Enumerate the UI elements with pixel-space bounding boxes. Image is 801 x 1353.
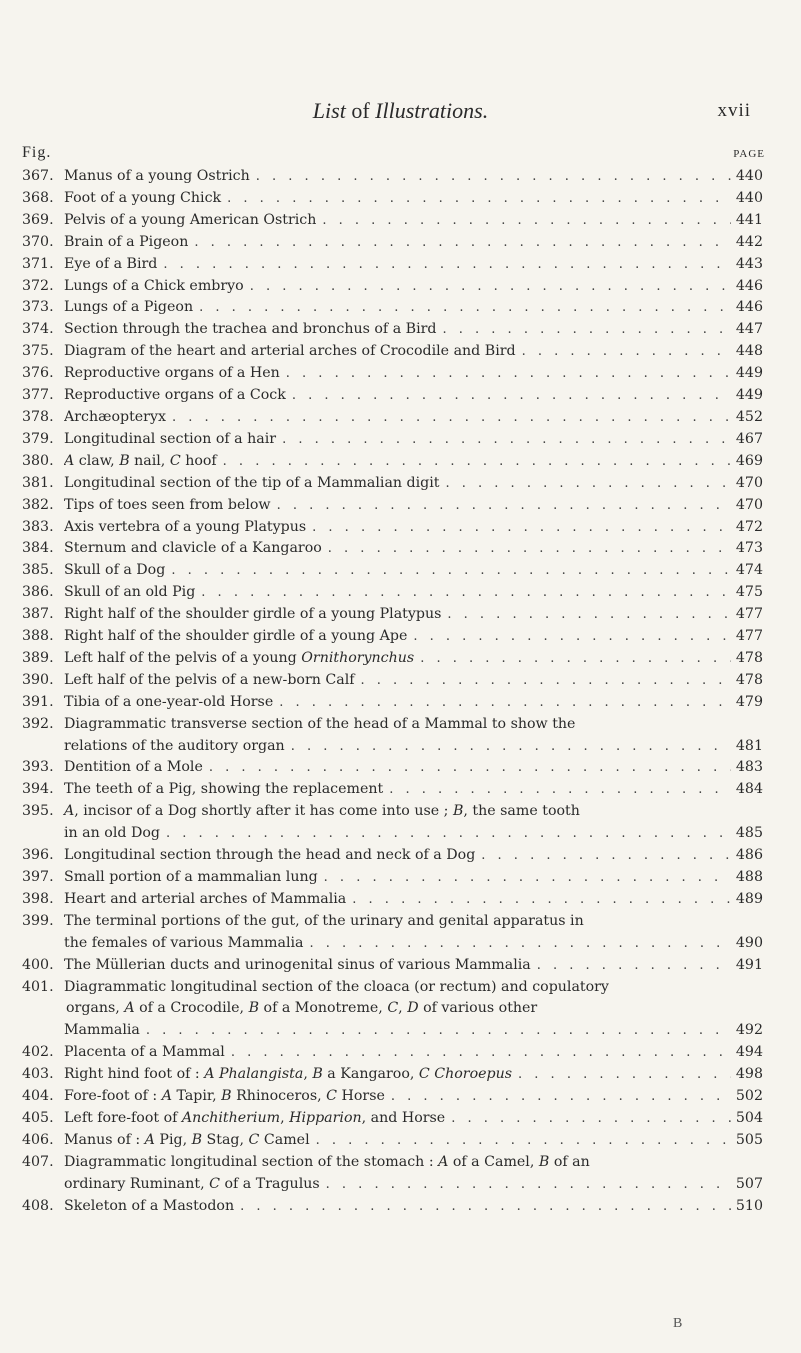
figure-number: 403.: [22, 1066, 54, 1083]
figure-number: 390.: [22, 671, 54, 688]
page-reference: 502: [735, 1088, 763, 1105]
figure-number: 397.: [22, 869, 54, 885]
caption-text: in an old Dog: [64, 825, 160, 842]
list-item: [22, 166, 763, 188]
figure-number: 395.: [22, 803, 54, 820]
figure-number: 393.: [22, 759, 54, 776]
caption-text: Mammalia: [64, 1022, 140, 1039]
figure-number: 401.: [22, 978, 54, 995]
page-reference: 472: [735, 518, 763, 535]
list-item: [22, 473, 763, 495]
list-item: [22, 582, 763, 604]
page-reference: 494: [735, 1044, 763, 1061]
page-reference: 507: [735, 1175, 763, 1192]
caption-text: Axis vertebra of a young Platypus: [64, 518, 307, 535]
leader-dots: [516, 341, 731, 363]
figure-number: 404.: [22, 1088, 54, 1105]
list-item: [22, 670, 763, 692]
caption-text: relations of the auditory organ: [64, 737, 285, 754]
figure-number: 386.: [22, 584, 54, 601]
figure-number: 375.: [22, 343, 54, 360]
figure-number: 382.: [22, 496, 54, 513]
leader-dots: [221, 188, 731, 210]
page-reference: 441: [735, 211, 763, 228]
leader-dots: [316, 210, 731, 232]
list-item: [22, 1042, 763, 1064]
figure-number: 388.: [22, 628, 54, 645]
leader-dots: [320, 1174, 731, 1196]
caption-text: Heart and arterial arches of Mammalia: [64, 890, 347, 907]
figure-number: 369.: [22, 211, 54, 228]
list-item: [22, 276, 763, 298]
list-item: [22, 867, 763, 889]
caption-text: Pelvis of a young American Ostrich: [64, 211, 317, 228]
figure-number: 396.: [22, 847, 54, 864]
leader-dots: [306, 517, 731, 539]
caption-text: Diagram of the heart and arterial arches of Crocodile and Bird: [64, 343, 516, 360]
leader-dots: [383, 779, 731, 801]
figure-number: 376.: [22, 365, 54, 382]
list-item: [22, 538, 763, 560]
column-headers: [22, 144, 765, 162]
caption-text: Right hind foot of : A Phalangista, B a Kangaroo, C Choroepus: [64, 1066, 513, 1083]
figure-number: 398.: [22, 890, 54, 907]
figure-number: 394.: [22, 781, 54, 798]
caption-text: Lungs of a Chick embryo: [64, 277, 244, 294]
page-reference: 485: [735, 825, 763, 842]
caption-text: Skeleton of a Mastodon: [64, 1197, 235, 1214]
list-item: [22, 801, 763, 845]
caption-text: Longitudinal section of a hair: [64, 430, 277, 447]
list-item: [22, 297, 763, 319]
illustration-list: [22, 166, 763, 1218]
figure-number: 399.: [22, 912, 54, 929]
list-item: [22, 1196, 763, 1218]
list-item: [22, 385, 763, 407]
page-reference: 477: [735, 606, 763, 623]
figure-number: 367.: [22, 168, 54, 184]
list-item: [22, 648, 763, 670]
figure-number: 400.: [22, 956, 54, 973]
figure-number: 380.: [22, 452, 54, 469]
caption-text: Sternum and clavicle of a Kangaroo: [64, 540, 322, 557]
page-reference: 478: [735, 671, 763, 688]
caption-text: Right half of the shoulder girdle of a young Ape: [64, 628, 408, 645]
figure-number: 407.: [22, 1153, 54, 1170]
figure-number: 374.: [22, 321, 54, 338]
caption-text: Longitudinal section of the tip of a Mammalian digit: [64, 474, 440, 491]
leader-dots: [385, 1086, 731, 1108]
page-reference: 484: [735, 781, 763, 798]
caption-text: Dentition of a Mole: [64, 759, 203, 776]
page-reference: 483: [735, 759, 763, 776]
figure-number: 381.: [22, 474, 54, 491]
figure-number: 371.: [22, 255, 54, 272]
caption-text: Right half of the shoulder girdle of a young Platypus: [64, 606, 442, 623]
figure-number: 406.: [22, 1131, 54, 1148]
list-item: [22, 210, 763, 232]
figure-number: 384.: [22, 540, 54, 557]
leader-dots: [165, 560, 731, 582]
page-reference: 479: [735, 693, 763, 710]
leader-dots: [441, 604, 731, 626]
figure-number: 373.: [22, 299, 54, 316]
figure-number: 402.: [22, 1044, 54, 1061]
list-item: [22, 451, 763, 473]
figure-number: 405.: [22, 1109, 54, 1126]
figure-number: 389.: [22, 649, 54, 666]
page-reference: 470: [735, 474, 763, 491]
caption-text: Brain of a Pigeon: [64, 233, 189, 250]
page-column-header: PAGE: [733, 148, 765, 160]
leader-dots: [531, 955, 731, 977]
leader-dots: [407, 626, 731, 648]
caption-line: Diagrammatic longitudinal section of the cloaca (or rectum) and copulatory: [64, 978, 609, 995]
list-item: [22, 692, 763, 714]
figure-number: 391.: [22, 693, 54, 710]
leader-dots: [310, 1130, 731, 1152]
page-title: List of Illustrations.: [312, 98, 489, 123]
page-reference: 470: [735, 496, 763, 513]
caption-text: Skull of a Dog: [64, 562, 166, 579]
running-head: [0, 98, 801, 124]
page-reference: 510: [735, 1197, 763, 1214]
caption-text: Fore-foot of : A Tapir, B Rhinoceros, C Horse: [64, 1088, 385, 1105]
caption-line: The terminal portions of the gut, of the urinary and genital apparatus in: [64, 912, 584, 929]
page-reference: 489: [735, 890, 763, 907]
caption-text: Lungs of a Pigeon: [64, 299, 194, 316]
list-item: [22, 560, 763, 582]
page-reference: 469: [735, 452, 763, 469]
caption-text: The Müllerian ducts and urinogenital sinus of various Mammalia: [64, 956, 531, 973]
leader-dots: [157, 254, 731, 276]
leader-dots: [166, 407, 731, 429]
leader-dots: [280, 363, 731, 385]
caption-text: Left half of the pelvis of a young Ornithorynchus: [64, 649, 415, 666]
list-item: [22, 977, 763, 1043]
list-item: [22, 188, 763, 210]
caption-text: Reproductive organs of a Cock: [64, 387, 286, 404]
list-item: [22, 604, 763, 626]
figure-number: 377.: [22, 387, 54, 404]
page-reference: 452: [735, 408, 763, 425]
page-reference: 447: [735, 321, 763, 338]
caption-text: Longitudinal section through the head and neck of a Dog: [64, 847, 476, 864]
page-reference: 492: [735, 1022, 763, 1039]
leader-dots: [322, 538, 731, 560]
caption-text: The teeth of a Pig, showing the replacement: [64, 781, 384, 798]
leader-dots: [225, 1042, 731, 1064]
leader-dots: [346, 889, 731, 911]
list-item: [22, 955, 763, 977]
list-item: [22, 319, 763, 341]
caption-text: Section through the trachea and bronchus of a Bird: [64, 321, 437, 338]
caption-text: Manus of a young Ostrich: [64, 168, 250, 184]
caption-text: Manus of : A Pig, B Stag, C Camel: [64, 1131, 310, 1148]
figure-number: 387.: [22, 606, 54, 623]
caption-text: Left fore-foot of Anchitherium, Hipparion, and Horse: [64, 1109, 446, 1126]
figure-number: 383.: [22, 518, 54, 535]
list-item: [22, 757, 763, 779]
list-item: [22, 845, 763, 867]
list-item: [22, 714, 763, 758]
page-reference: 505: [735, 1131, 763, 1148]
page-reference: 474: [735, 562, 763, 579]
leader-dots: [234, 1196, 731, 1218]
list-item: [22, 429, 763, 451]
leader-dots: [303, 933, 731, 955]
caption-text: Archæopteryx: [64, 408, 166, 425]
page-reference: 486: [735, 847, 763, 864]
leader-dots: [475, 845, 731, 867]
page-reference: 449: [735, 387, 763, 404]
list-item: [22, 1108, 763, 1130]
list-item: [22, 889, 763, 911]
list-item: [22, 407, 763, 429]
list-item: [22, 232, 763, 254]
page-reference: 488: [735, 869, 763, 885]
leader-dots: [140, 1020, 731, 1042]
page-reference: 473: [735, 540, 763, 557]
caption-line: Diagrammatic longitudinal section of the stomach : A of a Camel, B of an: [64, 1153, 590, 1170]
caption-text: ordinary Ruminant, C of a Tragulus: [64, 1175, 320, 1192]
leader-dots: [250, 166, 731, 188]
list-item: [22, 1086, 763, 1108]
list-item: [22, 779, 763, 801]
caption-text: Placenta of a Mammal: [64, 1044, 225, 1061]
caption-text: Left half of the pelvis of a new-born Calf: [64, 671, 355, 688]
page-reference: 504: [735, 1109, 763, 1126]
leader-dots: [193, 297, 731, 319]
page-reference: 475: [735, 584, 763, 601]
page-reference: 440: [735, 168, 763, 184]
caption-text: Tibia of a one-year-old Horse: [64, 693, 274, 710]
list-item: [22, 341, 763, 363]
leader-dots: [203, 757, 731, 779]
leader-dots: [512, 1064, 731, 1086]
figure-number: 370.: [22, 233, 54, 250]
leader-dots: [271, 495, 731, 517]
list-item: [22, 517, 763, 539]
caption-text: Skull of an old Pig: [64, 584, 196, 601]
figure-number: 408.: [22, 1197, 54, 1214]
caption-text: A claw, B nail, C hoof: [64, 452, 217, 469]
list-item: [22, 495, 763, 517]
figure-number: 392.: [22, 715, 54, 732]
figure-number: 378.: [22, 408, 54, 425]
figure-number: 385.: [22, 562, 54, 579]
fig-column-header: Fig.: [22, 144, 52, 161]
page-reference: 446: [735, 277, 763, 294]
list-item: [22, 363, 763, 385]
page-reference: 490: [735, 934, 763, 951]
figure-number: 379.: [22, 430, 54, 447]
page-reference: 477: [735, 628, 763, 645]
caption-text: Small portion of a mammalian lung: [64, 869, 318, 885]
leader-dots: [354, 670, 731, 692]
leader-dots: [285, 736, 731, 758]
leader-dots: [437, 319, 732, 341]
page-number-roman: xvii: [717, 100, 751, 121]
caption-line: Diagrammatic transverse section of the head of a Mammal to show the: [64, 715, 576, 732]
caption-text: Reproductive organs of a Hen: [64, 365, 280, 382]
leader-dots: [286, 385, 731, 407]
page-reference: 449: [735, 365, 763, 382]
page-reference: 478: [735, 649, 763, 666]
leader-dots: [160, 823, 731, 845]
leader-dots: [195, 582, 731, 604]
figure-number: 372.: [22, 277, 54, 294]
leader-dots: [273, 692, 731, 714]
leader-dots: [440, 473, 732, 495]
caption-line: organs, A of a Crocodile, B of a Monotreme, C, D of various other: [66, 1000, 538, 1017]
page-reference: 491: [735, 956, 763, 973]
leader-dots: [244, 276, 731, 298]
page-reference: 467: [735, 430, 763, 447]
list-item: [22, 254, 763, 276]
page-reference: 446: [735, 299, 763, 316]
caption-text: Tips of toes seen from below: [64, 496, 271, 513]
page-reference: 440: [735, 189, 763, 206]
caption-line: A, incisor of a Dog shortly after it has come into use ; B, the same tooth: [64, 803, 580, 820]
leader-dots: [188, 232, 731, 254]
caption-text: Foot of a young Chick: [64, 189, 222, 206]
page-reference: 448: [735, 343, 763, 360]
page-reference: 442: [735, 233, 763, 250]
leader-dots: [318, 867, 731, 889]
leader-dots: [276, 429, 731, 451]
caption-text: the females of various Mammalia: [64, 934, 304, 951]
list-item: [22, 911, 763, 955]
page-reference: 498: [735, 1066, 763, 1083]
leader-dots: [445, 1108, 731, 1130]
page-reference: 443: [735, 255, 763, 272]
figure-number: 368.: [22, 189, 54, 206]
list-item: [22, 1152, 763, 1196]
leader-dots: [217, 451, 731, 473]
list-item: [22, 626, 763, 648]
page-reference: 481: [735, 737, 763, 754]
caption-text: Eye of a Bird: [64, 255, 158, 272]
signature-mark: B: [673, 1316, 683, 1331]
list-item: [22, 1130, 763, 1152]
leader-dots: [414, 648, 731, 670]
list-item: [22, 1064, 763, 1086]
